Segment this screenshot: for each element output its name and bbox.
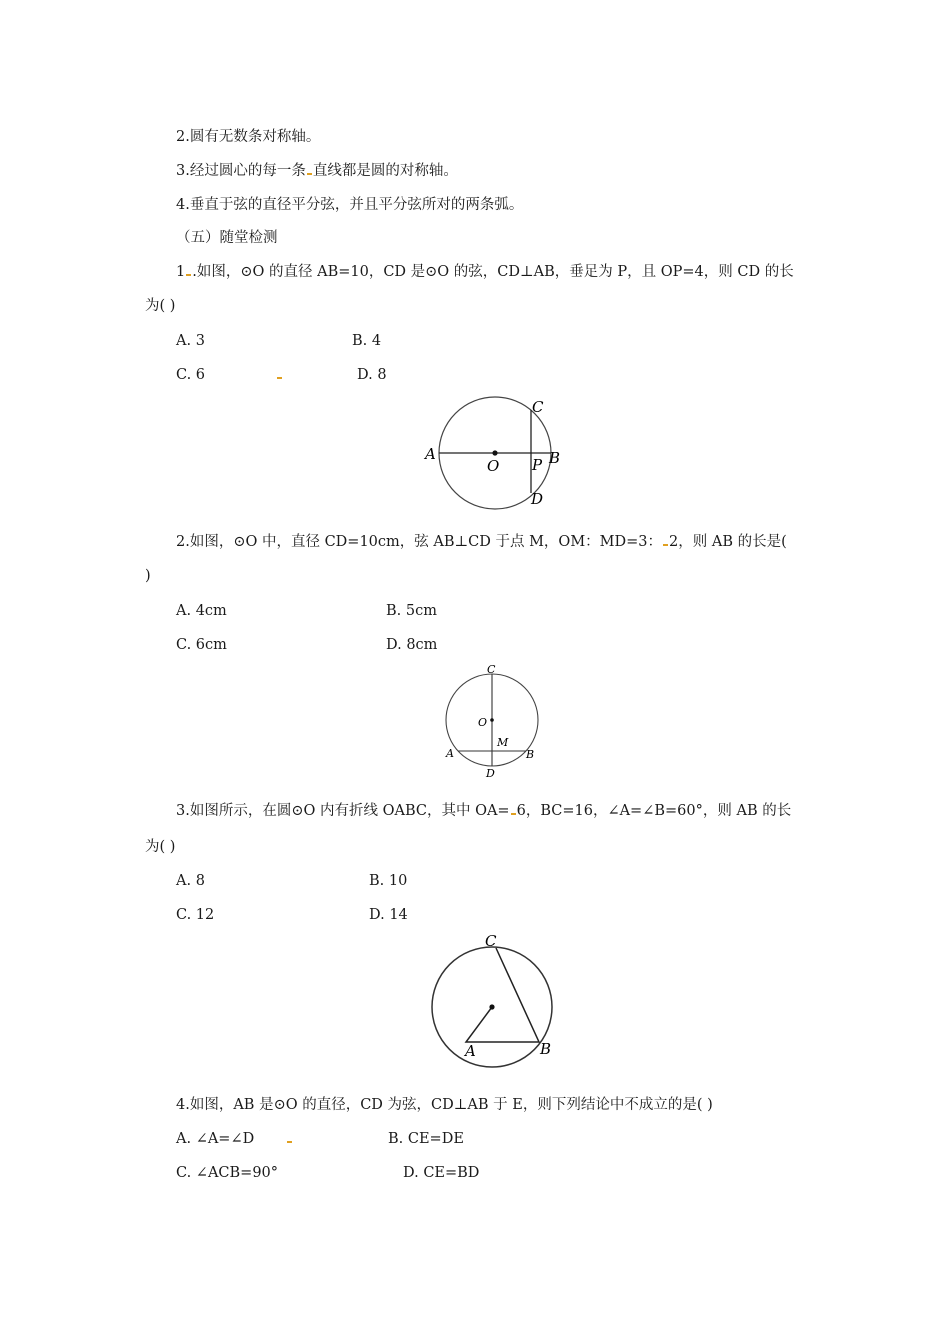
- q3-polyline-oabc: [466, 948, 539, 1042]
- q1-stem-cont: 为( ): [145, 298, 176, 314]
- q1-label-p: P: [532, 456, 543, 474]
- q3-center-dot: [489, 1004, 494, 1009]
- q1-number: 1: [176, 264, 186, 280]
- q1-label-b: B: [549, 449, 561, 467]
- q2-label-a: A: [446, 747, 454, 760]
- q1-figure: [415, 392, 561, 510]
- q3-stem-cont: 为( ): [145, 839, 176, 855]
- q2-option-b: B. 5cm: [386, 603, 437, 619]
- fact-3-part-a: 3.经过圆心的每一条: [176, 163, 306, 179]
- q3-option-d: D. 14: [369, 907, 408, 923]
- q1-option-c: C. 6: [176, 367, 206, 383]
- edit-mark: [186, 274, 191, 276]
- q3-label-c: C: [485, 932, 497, 950]
- q3-figure: [420, 928, 570, 1070]
- q1-label-c: C: [532, 398, 544, 416]
- q3-label-a: A: [465, 1042, 476, 1060]
- q2-stem-part-a: 2.如图，⊙O 中，直径 CD=10cm，弦 AB⊥CD 于点 M，OM：MD=3：: [176, 534, 663, 550]
- edit-mark: [511, 813, 516, 815]
- q4-option-c: C. ∠ACB=90°: [176, 1165, 279, 1181]
- fact-3: [176, 161, 458, 181]
- fact-2: 2.圆有无数条对称轴。: [176, 129, 321, 145]
- q1-center-dot: [492, 450, 497, 455]
- q3-option-c: C. 12: [176, 907, 215, 923]
- q2-figure: [438, 660, 548, 782]
- q4-option-b: B. CE=DE: [388, 1131, 464, 1147]
- q2-option-d: D. 8cm: [386, 637, 438, 653]
- q3-stem: [176, 801, 791, 821]
- q4-stem: 4.如图，AB 是⊙O 的直径，CD 为弦，CD⊥AB 于 E，则下列结论中不成立的是( ): [176, 1097, 713, 1113]
- q3-option-b: B. 10: [369, 873, 408, 889]
- q2-label-d: D: [486, 767, 495, 780]
- edit-mark: [287, 1141, 292, 1143]
- q2-label-c: C: [487, 663, 496, 676]
- fact-4: 4.垂直于弦的直径平分弦，并且平分弦所对的两条弧。: [176, 197, 524, 213]
- q4-option-a: A. ∠A=∠D: [176, 1131, 255, 1147]
- q1-label-o: O: [487, 457, 500, 475]
- q2-stem: [176, 532, 787, 552]
- q2-option-c: C. 6cm: [176, 637, 227, 653]
- q2-label-o: O: [478, 716, 488, 729]
- q3-option-a: A. 8: [176, 873, 205, 889]
- q2-option-a: A. 4cm: [176, 603, 227, 619]
- q3-stem-part-b: 6，BC=16，∠A=∠B=60°，则 AB 的长: [516, 803, 792, 819]
- q2-label-b: B: [526, 748, 535, 761]
- q1-option-d: D. 8: [357, 367, 387, 383]
- q1-stem-text: .如图，⊙O 的直径 AB=10，CD 是⊙O 的弦，CD⊥AB，垂足为 P，且 OP=4，则 CD 的长: [192, 264, 794, 280]
- q4-option-d: D. CE=BD: [403, 1165, 480, 1181]
- q2-stem-part-b: 2，则 AB 的长是(: [669, 534, 787, 550]
- q1-option-b: B. 4: [352, 333, 382, 349]
- q2-label-m: M: [497, 736, 509, 749]
- section-title: （五）随堂检测: [176, 230, 278, 246]
- q1-stem: [176, 262, 794, 282]
- q3-stem-part-a: 3.如图所示，在圆⊙O 内有折线 OABC，其中 OA=: [176, 803, 510, 819]
- fact-3-part-b: 直线都是圆的对称轴。: [312, 163, 458, 179]
- q2-stem-cont: ): [145, 568, 151, 584]
- edit-mark: [663, 544, 668, 546]
- edit-mark: [277, 377, 282, 379]
- q1-label-a: A: [425, 445, 436, 463]
- q2-center-dot: [490, 718, 494, 722]
- q1-label-d: D: [531, 490, 544, 508]
- q1-option-a: A. 3: [176, 333, 205, 349]
- q3-label-b: B: [540, 1040, 552, 1058]
- edit-mark: [307, 173, 312, 175]
